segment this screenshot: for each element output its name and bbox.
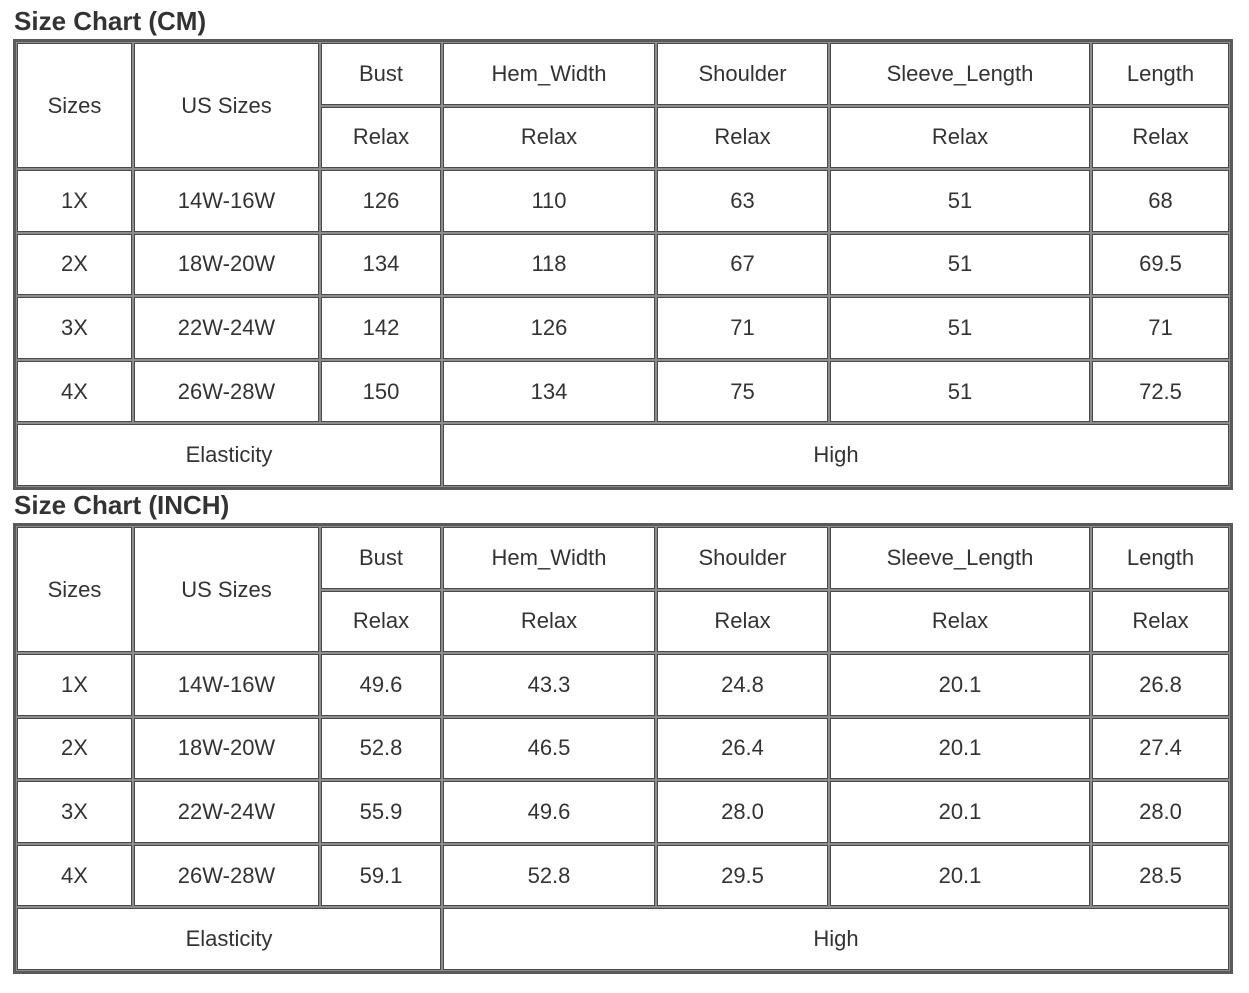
shoulder-cell: 75	[656, 360, 829, 424]
hem-width-cell: 49.6	[442, 780, 656, 844]
shoulder-cell: 29.5	[656, 844, 829, 908]
size-chart-cm-title: Size Chart (CM)	[14, 6, 207, 36]
table-row	[16, 780, 1230, 844]
length-cell: 26.8	[1091, 653, 1230, 717]
us-size-cell: 26W-28W	[133, 844, 320, 908]
shoulder-cell: 26.4	[656, 717, 829, 781]
size-chart-inch-table	[13, 523, 1233, 974]
us-size-cell: 26W-28W	[133, 360, 320, 424]
sleeve-length-cell: 20.1	[829, 844, 1091, 908]
length-cell: 69.5	[1091, 233, 1230, 297]
table-row	[16, 360, 1230, 424]
hem-width-cell: 52.8	[442, 844, 656, 908]
bust-cell: 142	[320, 296, 442, 360]
shoulder-cell: 28.0	[656, 780, 829, 844]
hem-width-cell: 46.5	[442, 717, 656, 781]
bust-header: Bust	[320, 526, 442, 590]
fit-cell: Relax	[656, 106, 829, 170]
table-row	[16, 169, 1230, 233]
table-row	[16, 653, 1230, 717]
elasticity-row	[16, 907, 1230, 971]
elasticity-row	[16, 423, 1230, 487]
sleeve-length-cell: 51	[829, 233, 1091, 297]
size-cell: 2X	[16, 717, 133, 781]
us-sizes-header: US Sizes	[133, 42, 320, 169]
bust-cell: 49.6	[320, 653, 442, 717]
size-chart-cm-table	[13, 39, 1233, 490]
bust-cell: 126	[320, 169, 442, 233]
elasticity-label: Elasticity	[16, 423, 442, 487]
fit-cell: Relax	[829, 106, 1091, 170]
bust-cell: 59.1	[320, 844, 442, 908]
fit-cell: Relax	[656, 590, 829, 654]
header-row	[16, 42, 1230, 106]
size-cell: 1X	[16, 653, 133, 717]
sleeve-length-cell: 51	[829, 296, 1091, 360]
fit-cell: Relax	[442, 590, 656, 654]
hem-width-cell: 134	[442, 360, 656, 424]
shoulder-cell: 67	[656, 233, 829, 297]
length-cell: 71	[1091, 296, 1230, 360]
us-size-cell: 18W-20W	[133, 233, 320, 297]
shoulder-cell: 24.8	[656, 653, 829, 717]
hem-width-cell: 118	[442, 233, 656, 297]
hem-width-cell: 126	[442, 296, 656, 360]
fit-cell: Relax	[1091, 106, 1230, 170]
us-size-cell: 22W-24W	[133, 296, 320, 360]
fit-cell: Relax	[1091, 590, 1230, 654]
length-cell: 72.5	[1091, 360, 1230, 424]
sleeve-length-cell: 20.1	[829, 780, 1091, 844]
length-cell: 28.0	[1091, 780, 1230, 844]
table-row	[16, 296, 1230, 360]
elasticity-value: High	[442, 907, 1230, 971]
bust-header: Bust	[320, 42, 442, 106]
us-size-cell: 22W-24W	[133, 780, 320, 844]
sleeve-length-cell: 20.1	[829, 717, 1091, 781]
fit-cell: Relax	[320, 106, 442, 170]
table-row	[16, 717, 1230, 781]
table-row	[16, 844, 1230, 908]
hem-width-cell: 110	[442, 169, 656, 233]
us-size-cell: 14W-16W	[133, 653, 320, 717]
shoulder-cell: 71	[656, 296, 829, 360]
table-row	[16, 233, 1230, 297]
shoulder-cell: 63	[656, 169, 829, 233]
fit-cell: Relax	[442, 106, 656, 170]
bust-cell: 134	[320, 233, 442, 297]
size-cell: 4X	[16, 360, 133, 424]
sleeve-length-header: Sleeve_Length	[829, 526, 1091, 590]
length-cell: 68	[1091, 169, 1230, 233]
size-cell: 2X	[16, 233, 133, 297]
length-cell: 27.4	[1091, 717, 1230, 781]
shoulder-header: Shoulder	[656, 42, 829, 106]
hem-width-header: Hem_Width	[442, 526, 656, 590]
size-cell: 1X	[16, 169, 133, 233]
size-cell: 4X	[16, 844, 133, 908]
length-header: Length	[1091, 42, 1230, 106]
length-header: Length	[1091, 526, 1230, 590]
sleeve-length-cell: 20.1	[829, 653, 1091, 717]
size-chart-inch-title: Size Chart (INCH)	[14, 490, 230, 520]
us-size-cell: 14W-16W	[133, 169, 320, 233]
elasticity-label: Elasticity	[16, 907, 442, 971]
sleeve-length-cell: 51	[829, 360, 1091, 424]
hem-width-header: Hem_Width	[442, 42, 656, 106]
sizes-header: Sizes	[16, 526, 133, 653]
bust-cell: 52.8	[320, 717, 442, 781]
length-cell: 28.5	[1091, 844, 1230, 908]
size-cell: 3X	[16, 780, 133, 844]
header-row	[16, 526, 1230, 590]
sizes-header: Sizes	[16, 42, 133, 169]
shoulder-header: Shoulder	[656, 526, 829, 590]
fit-cell: Relax	[829, 590, 1091, 654]
hem-width-cell: 43.3	[442, 653, 656, 717]
elasticity-value: High	[442, 423, 1230, 487]
us-size-cell: 18W-20W	[133, 717, 320, 781]
size-cell: 3X	[16, 296, 133, 360]
bust-cell: 55.9	[320, 780, 442, 844]
us-sizes-header: US Sizes	[133, 526, 320, 653]
fit-cell: Relax	[320, 590, 442, 654]
bust-cell: 150	[320, 360, 442, 424]
sleeve-length-header: Sleeve_Length	[829, 42, 1091, 106]
sleeve-length-cell: 51	[829, 169, 1091, 233]
